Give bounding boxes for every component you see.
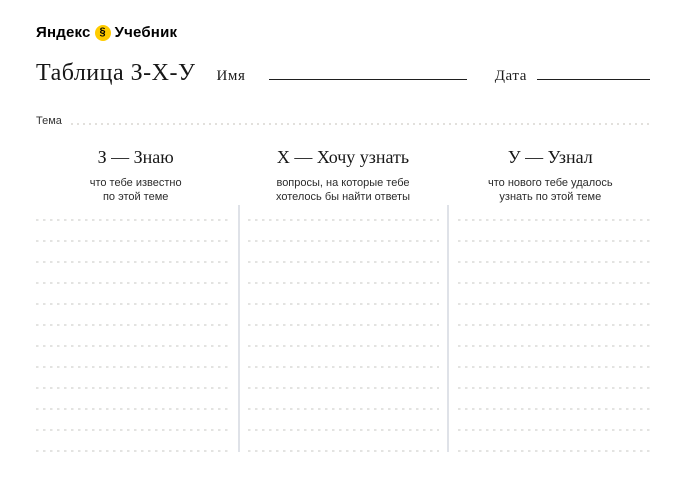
writing-line: [458, 410, 650, 431]
date-blank-line: [537, 77, 650, 80]
writing-line: [36, 221, 228, 242]
writing-line: [36, 431, 228, 452]
logo-uchebnik-text: Учебник: [114, 24, 178, 41]
section-sign-icon: §: [95, 25, 111, 41]
column-title-learned: У — Узнал: [507, 147, 593, 167]
topic-blank-line: [71, 123, 650, 125]
writing-line: [458, 263, 650, 284]
writing-line: [248, 221, 440, 242]
writing-line: [36, 205, 228, 221]
writing-line: [248, 284, 440, 305]
writing-line: [36, 242, 228, 263]
writing-line: [248, 368, 440, 389]
column-subtitle-learned-line2: узнать по этой теме: [499, 191, 602, 203]
writing-line: [248, 410, 440, 431]
writing-line: [458, 431, 650, 452]
column-header-want: [235, 147, 450, 204]
writing-line: [458, 326, 650, 347]
writing-line: [36, 389, 228, 410]
writing-line: [36, 368, 228, 389]
page-title: Таблица З-Х-У: [36, 60, 196, 86]
name-label: Имя: [216, 68, 246, 84]
column-header-learned: [451, 147, 650, 204]
writing-line: [36, 347, 228, 368]
column-lines-know: [36, 205, 238, 452]
yandex-uchebnik-logo: [36, 24, 650, 41]
topic-row: [36, 115, 650, 127]
title-row: [36, 59, 650, 87]
writing-line: [36, 305, 228, 326]
writing-line: [36, 410, 228, 431]
writing-line: [36, 263, 228, 284]
column-subtitle-learned-line1: что нового тебе удалось: [488, 177, 613, 189]
column-subtitle-want-line2: хотелось бы найти ответы: [275, 191, 411, 203]
column-subtitle-learned: [451, 176, 650, 204]
writing-line: [458, 305, 650, 326]
writing-line: [458, 221, 650, 242]
column-subtitle-know-line2: по этой теме: [102, 191, 169, 203]
writing-line: [248, 263, 440, 284]
writing-line: [458, 368, 650, 389]
column-title-want: Х — Хочу узнать: [276, 147, 410, 167]
writing-line: [458, 284, 650, 305]
name-blank-line: [269, 77, 467, 80]
column-subtitle-want: [243, 176, 442, 204]
column-lines-learned: [449, 205, 650, 452]
writing-line: [458, 347, 650, 368]
writing-line: [248, 205, 440, 221]
writing-line: [458, 205, 650, 221]
writing-line: [36, 326, 228, 347]
writing-line: [248, 242, 440, 263]
logo-yandex-text: Яндекс: [36, 24, 91, 41]
topic-label: Тема: [36, 115, 62, 127]
column-subtitle-know-line1: что тебе известно: [89, 177, 182, 189]
writing-line: [458, 389, 650, 410]
writing-line: [248, 431, 440, 452]
writing-line: [458, 242, 650, 263]
writing-line: [248, 305, 440, 326]
column-lines-want: [238, 205, 450, 452]
column-subtitle-know: [36, 176, 235, 204]
column-subtitle-want-line1: вопросы, на которые тебе: [276, 177, 410, 189]
writing-line: [36, 284, 228, 305]
column-header-know: [36, 147, 235, 204]
column-title-know: З — Знаю: [97, 147, 174, 167]
date-label: Дата: [494, 68, 527, 84]
writing-line: [248, 389, 440, 410]
writing-line: [248, 347, 440, 368]
writing-area: [36, 205, 650, 452]
writing-line: [248, 326, 440, 347]
column-headers: [36, 147, 650, 204]
